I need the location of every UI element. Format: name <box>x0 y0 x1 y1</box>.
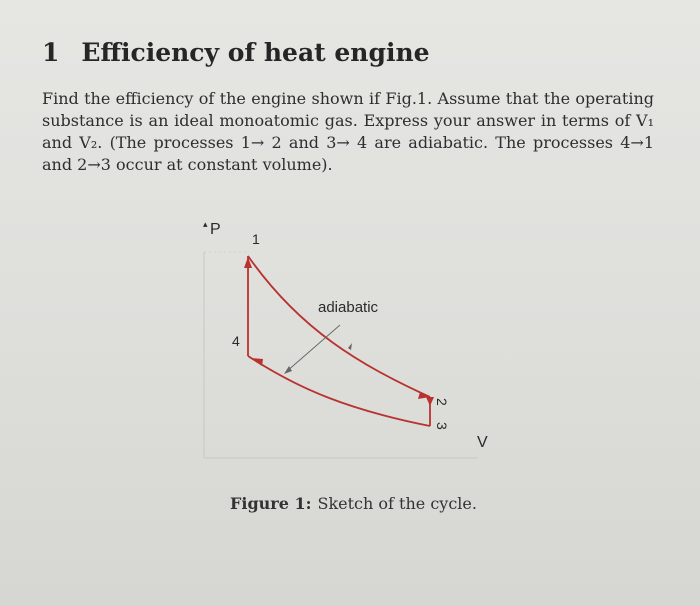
section-title: Efficiency of heat engine <box>81 38 430 67</box>
caption-lead: Figure 1: <box>230 494 312 513</box>
v-axis-label: V <box>477 434 488 451</box>
arrow-3-4 <box>250 358 263 366</box>
adiabat-3-4 <box>248 356 430 426</box>
cycle-path <box>248 256 430 426</box>
figure-caption <box>230 494 490 513</box>
caption-text: Sketch of the cycle. <box>317 494 477 513</box>
p-axis-label: P <box>210 221 221 238</box>
point-4-label: 4 <box>232 333 240 349</box>
arrow-2-3 <box>426 397 434 406</box>
annotation-arrow-upper <box>348 343 352 350</box>
point-2-label: 2 <box>434 398 450 406</box>
p-axis-arrow: ▴ <box>203 219 208 229</box>
adiabatic-annotation: adiabatic <box>318 299 379 316</box>
adiabat-1-2 <box>248 256 430 397</box>
section-number: 1 <box>42 38 60 67</box>
problem-text: Find the efficiency of the engine shown if Fig.1. Assume that the operating substance is an ideal monoatomic gas. Express your answer in terms of V₁ and V₂. (The processes 1→ 2 and 3→ 4 are adiabatic. The processes 4→1 and 2→3 occur at constant volume). <box>42 89 654 174</box>
annotation-pointer <box>286 325 340 372</box>
annotation-arrow-lower <box>284 366 292 374</box>
point-1-label: 1 <box>252 231 260 247</box>
point-3-label: 3 <box>434 422 450 430</box>
